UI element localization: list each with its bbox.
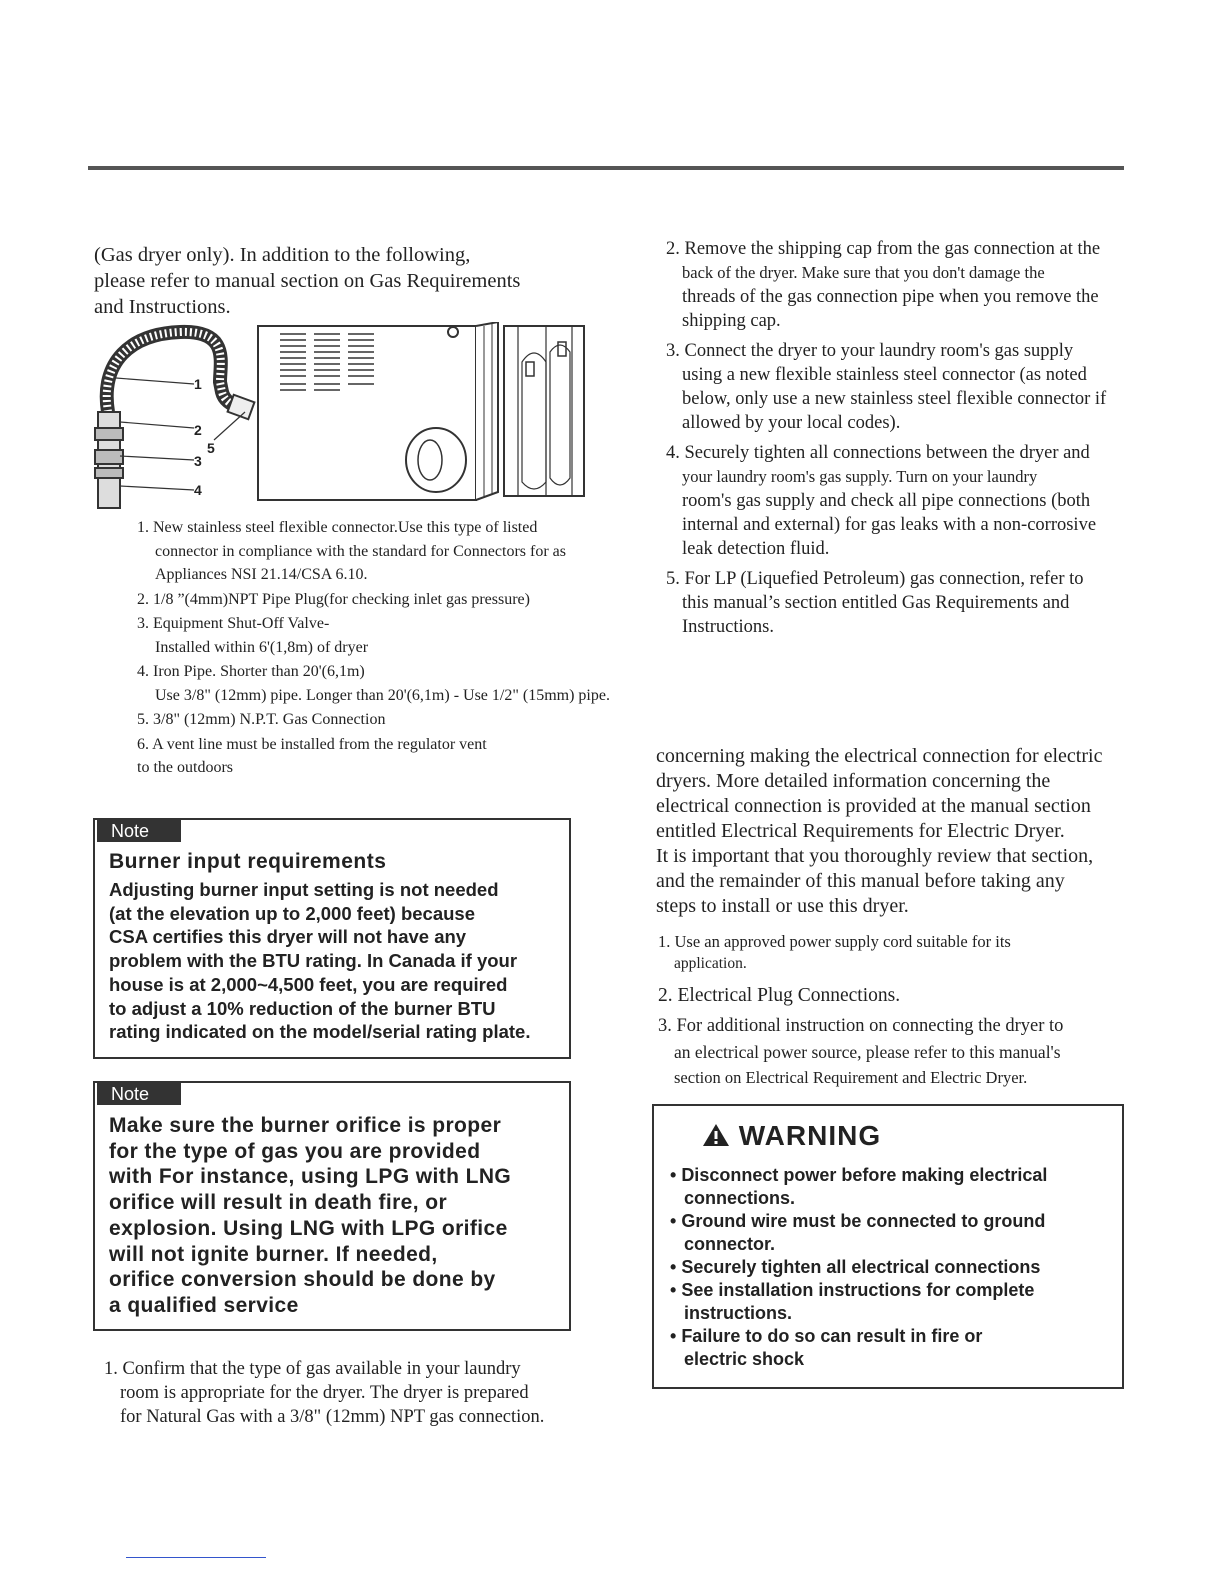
callout-3: 3 [194, 453, 202, 469]
legend-item: 4. Iron Pipe. Shorter than 20'(6,1m) Use 3/8" (12mm) pipe. Longer than 20'(6,1m) - Use 1/2" (15mm) pipe. [137, 663, 610, 704]
intro-line: and Instructions. [94, 296, 231, 318]
note-title: Burner input requirements [109, 850, 387, 873]
note-tag: Note [97, 1083, 181, 1105]
footer-link-line [126, 1557, 266, 1558]
step-item: 3. Connect the dryer to your laundry room's gas supply using a new flexible stainless steel connector (as noted below, only use a new stainless steel flexible connector if allowed by your local codes). [666, 341, 1107, 433]
electrical-steps [658, 931, 1158, 1091]
step-item: 3. For additional instruction on connecting the dryer to an electrical power source, please refer to this manual's section on Electrical Requirement and Electric Dryer. [658, 1016, 1064, 1087]
diagram-legend [137, 516, 647, 781]
legend-item: 3. Equipment Shut-Off Valve- Installed within 6'(1,8m) of dryer [137, 615, 369, 656]
intro-line: (Gas dryer only). In addition to the following, [94, 244, 471, 266]
electrical-intro: concerning making the electrical connection for electric dryers. More detailed information concerning the electrical connection is provided at the manual section entitled Electrical Requirements for Electric Dryer. It is important that you thoroughly review that section, and the remainder of this manual before taking any steps to install or use this dryer. [656, 745, 1103, 917]
warning-item: • Disconnect power before making electrical connections. [670, 1165, 1048, 1208]
warning-heading [702, 1120, 881, 1152]
legend-item: 1. New stainless steel flexible connector.Use this type of listed connector in compliance with the standard for Connectors for as Appliances NSI 21.14/CSA 6.10. [137, 519, 566, 583]
warning-item: • Securely tighten all electrical connections [670, 1257, 1041, 1277]
header-rule [88, 166, 1124, 170]
note-burner-input [93, 818, 571, 1059]
warning-triangle-icon [702, 1123, 730, 1147]
callout-1: 1 [194, 376, 202, 392]
warning-title: WARNING [738, 1120, 882, 1151]
gas-connection-diagram [90, 322, 500, 512]
legend-item: 2. 1/8 ”(4mm)NPT Pipe Plug(for checking inlet gas pressure) [137, 590, 530, 608]
step-item: 4. Securely tighten all connections between the dryer and your laundry room's gas supply. Turn on your laundry room's gas supply and check all pipe connections (both internal and external) for gas leaks with a non-corrosive leak detection fluid. [666, 443, 1097, 559]
note-tag: Note [97, 820, 181, 842]
step-item: 2. Electrical Plug Connections. [658, 985, 901, 1006]
warning-item: • Ground wire must be connected to ground connector. [670, 1211, 1046, 1254]
callout-4: 4 [194, 482, 202, 498]
step-item: 2. Remove the shipping cap from the gas connection at the back of the dryer. Make sure that you don't damage the threads of the gas connection pipe when you remove the shipping cap. [666, 239, 1101, 331]
legend-item: 5. 3/8" (12mm) N.P.T. Gas Connection [137, 711, 386, 728]
step-item: 5. For LP (Liquefied Petroleum) gas connection, refer to this manual’s section entitled Gas Requirements and Instructions. [666, 569, 1084, 637]
legend-item: 6. A vent line must be installed from the regulator vent to the outdoors [137, 735, 487, 776]
electrical-warning [652, 1104, 1124, 1389]
note-body: Make sure the burner orifice is proper for the type of gas you are provided with For instance, using LPG with LNG orifice will result in death fire, or explosion. Using LNG with LPG orifice will not ignite burner. If needed, orifice conversion should be done by a qualified service [109, 1114, 512, 1317]
dryer-side-view [500, 322, 590, 512]
exhaust-outlet [406, 428, 466, 492]
callout-5: 5 [207, 440, 215, 456]
warning-list [670, 1164, 1047, 1371]
gas-intro [94, 242, 574, 320]
warning-item: • See installation instructions for complete instructions. [670, 1280, 1035, 1323]
intro-line: please refer to manual section on Gas Requirements [94, 270, 521, 292]
note-burner-orifice [93, 1081, 571, 1331]
callout-2: 2 [194, 422, 202, 438]
step-item: 1. Use an approved power supply cord suitable for its application. [658, 932, 1011, 972]
note-body: Adjusting burner input setting is not needed (at the elevation up to 2,000 feet) because CSA certifies this dryer will not have any problem with the BTU rating. In Canada if your house is at 2,000~4,500 feet, you are required to adjust a 10% reduction of the burner BTU rating indicated on the model/serial rating plate. [109, 879, 531, 1043]
warning-item: • Failure to do so can result in fire or electric shock [670, 1326, 983, 1369]
gas-step-1: 1. Confirm that the type of gas available in your laundry room is appropriate for the dryer. The dryer is prepared for Natural Gas with a 3/8" (12mm) NPT gas connection. [104, 1359, 545, 1427]
gas-steps-continued [666, 237, 1166, 645]
